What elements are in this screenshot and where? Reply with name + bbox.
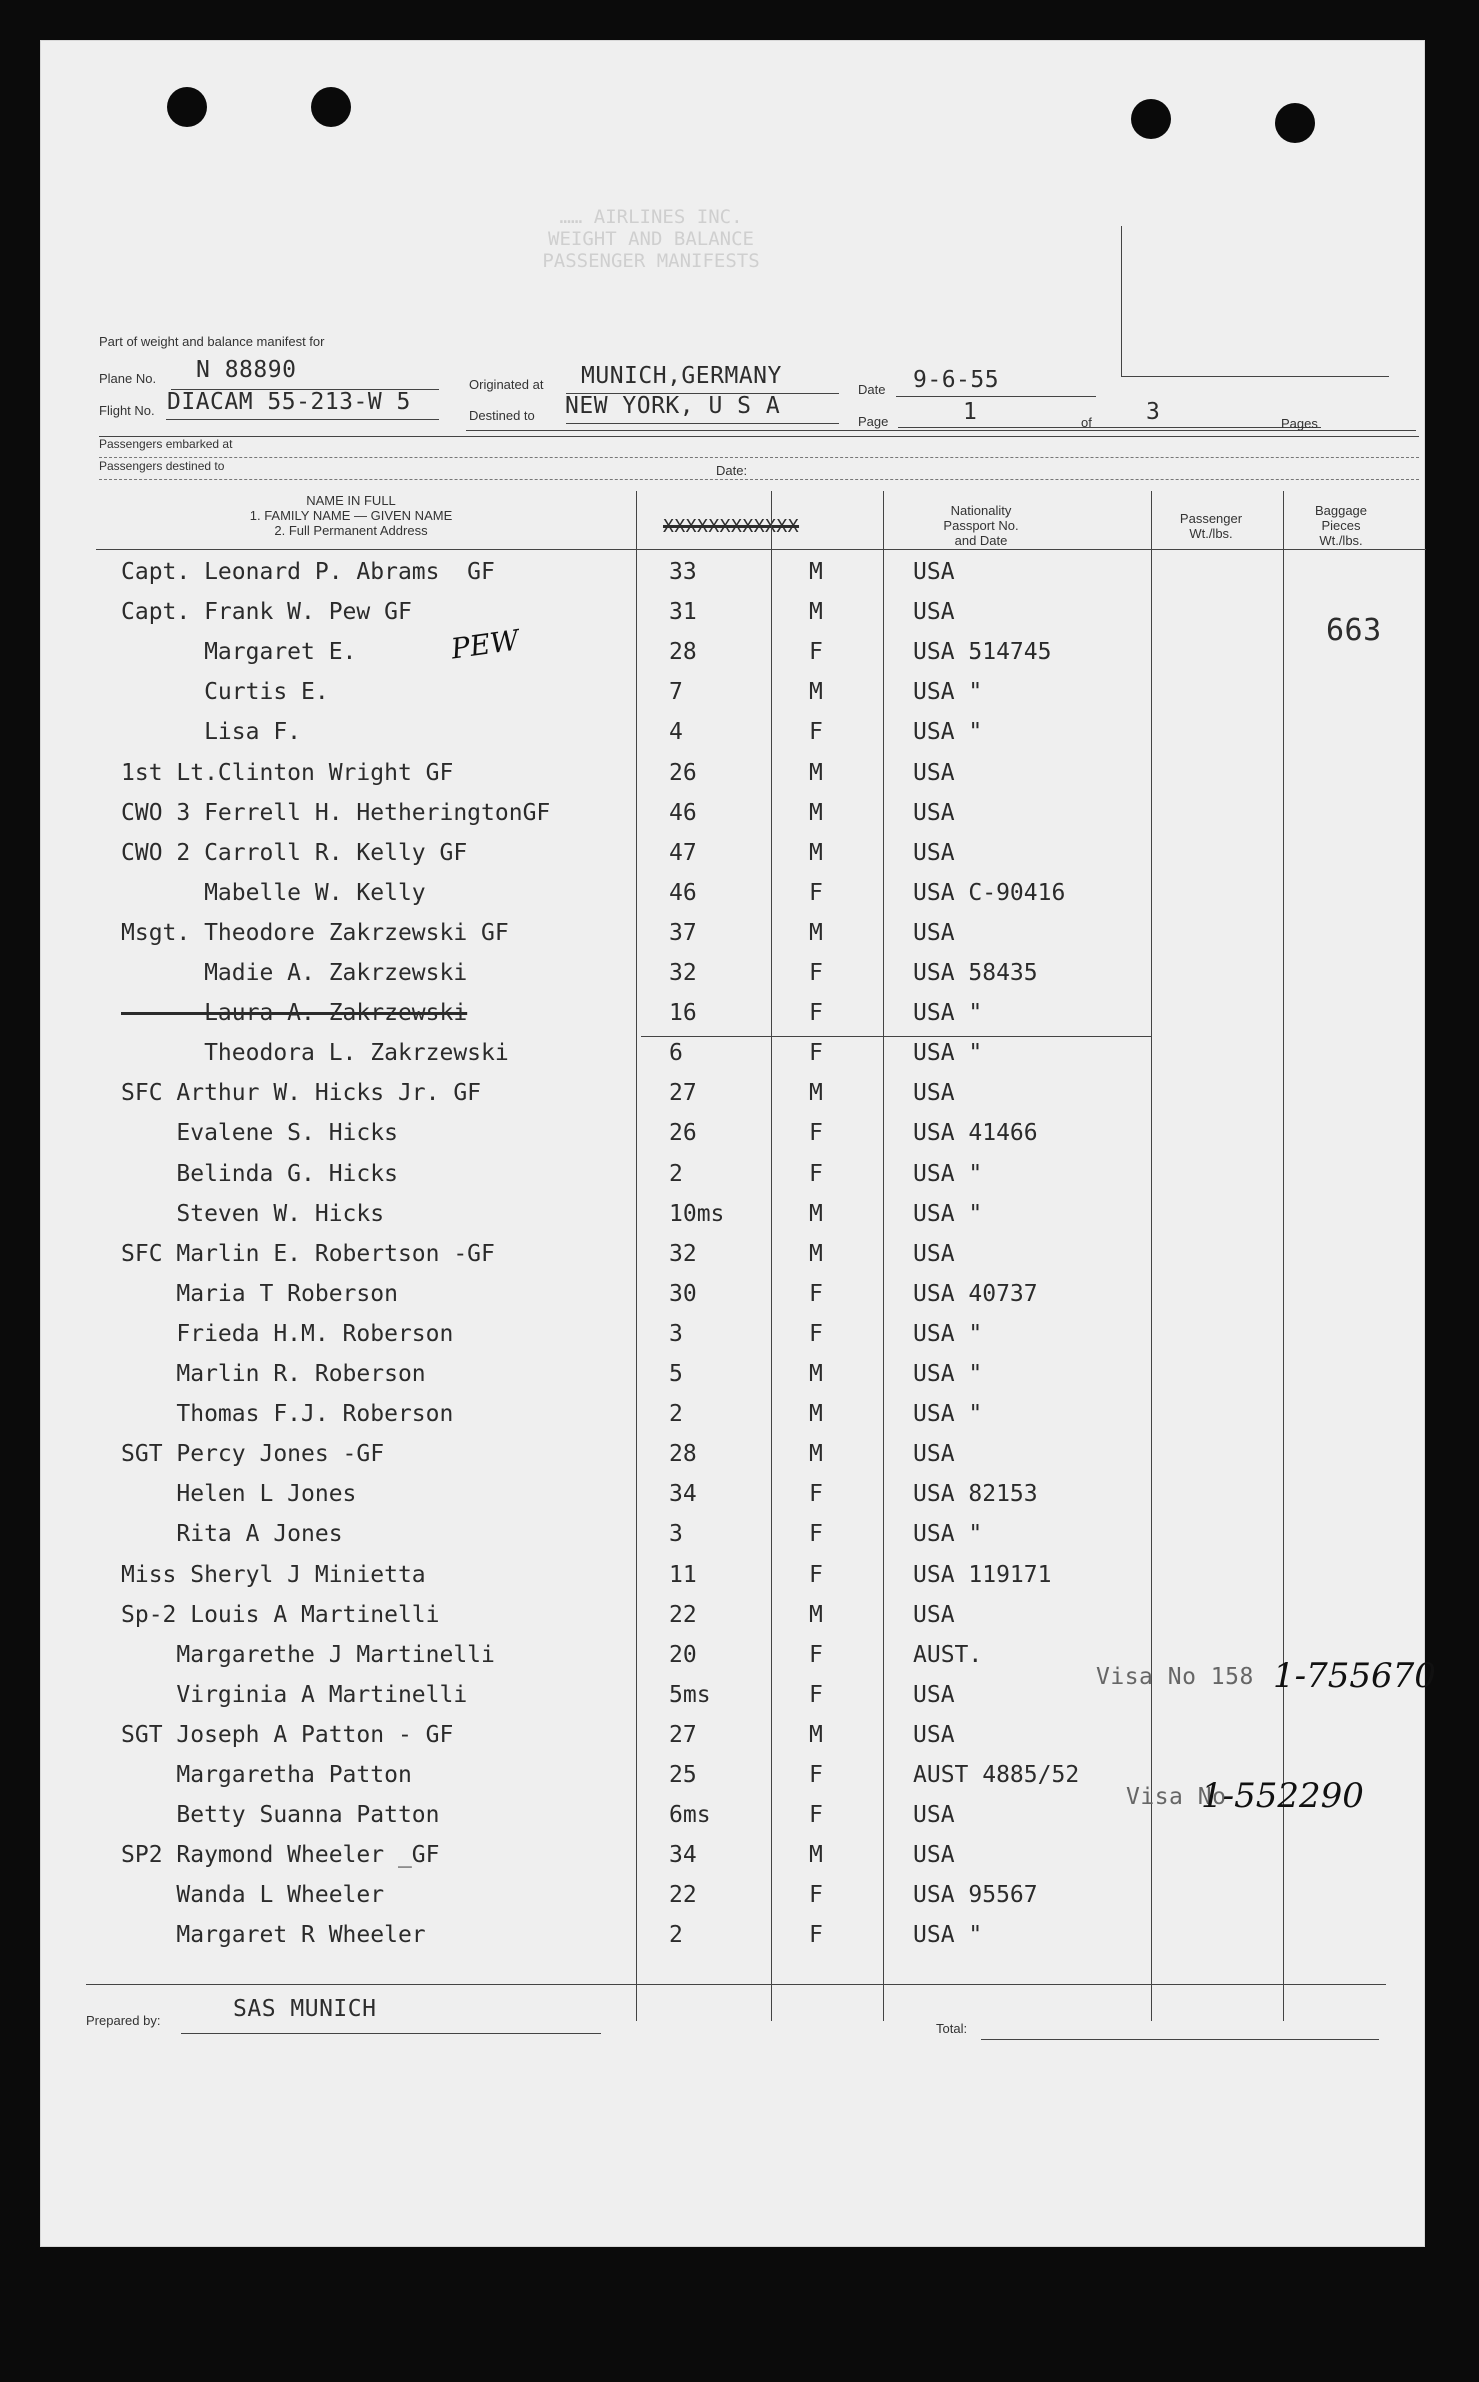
- passenger-nationality: USA: [913, 920, 955, 946]
- punch-hole: [167, 87, 207, 127]
- passenger-age: 22: [669, 1882, 697, 1908]
- passenger-sex: M: [809, 679, 823, 705]
- struck-age-header: XXXXXXXXXXXX: [663, 516, 800, 537]
- page-total: 3: [1146, 399, 1161, 425]
- passenger-sex: M: [809, 1201, 823, 1227]
- passenger-age: 7: [669, 679, 683, 705]
- passenger-name: SGT Percy Jones -GF: [121, 1441, 385, 1467]
- passenger-sex: F: [809, 1682, 823, 1708]
- passenger-age: 32: [669, 960, 697, 986]
- passenger-nationality: USA: [913, 599, 955, 625]
- passenger-nationality: USA ": [913, 1161, 983, 1187]
- passenger-age: 34: [669, 1842, 697, 1868]
- passenger-name: Evalene S. Hicks: [121, 1120, 398, 1146]
- passenger-nationality: USA ": [913, 1922, 983, 1948]
- punch-hole: [311, 87, 351, 127]
- destination: NEW YORK, U S A: [565, 393, 781, 419]
- visa-note-typed-2: Visa No: [1126, 1784, 1227, 1810]
- passenger-age: 46: [669, 880, 697, 906]
- passenger-age: 26: [669, 760, 697, 786]
- passenger-name: Miss Sheryl J Minietta: [121, 1562, 426, 1588]
- visa-note-handwritten-2: 1-552290: [1201, 1776, 1364, 1816]
- passenger-name: Mabelle W. Kelly: [121, 880, 426, 906]
- flight-date: 9-6-55: [913, 367, 1000, 393]
- passenger-age: 33: [669, 559, 697, 585]
- passenger-name: Helen L Jones: [121, 1481, 357, 1507]
- passenger-age: 31: [669, 599, 697, 625]
- handwritten-pew: PEW: [449, 623, 522, 666]
- visa-note-handwritten: 1-755670: [1273, 1656, 1436, 1696]
- passenger-age: 5ms: [669, 1682, 711, 1708]
- passenger-name: Margaretha Patton: [121, 1762, 412, 1788]
- passenger-sex: F: [809, 1040, 823, 1066]
- part-of-label: Part of weight and balance manifest for: [99, 334, 325, 349]
- passenger-sex: M: [809, 1401, 823, 1427]
- passenger-sex: M: [809, 1722, 823, 1748]
- passenger-sex: M: [809, 559, 823, 585]
- passenger-age: 32: [669, 1241, 697, 1267]
- name-column-header: NAME IN FULL 1. FAMILY NAME — GIVEN NAME 2. Full Permanent Address: [249, 493, 453, 538]
- passenger-sex: F: [809, 1000, 823, 1026]
- passenger-nationality: USA: [913, 559, 955, 585]
- passenger-nationality: USA 41466: [913, 1120, 1038, 1146]
- passenger-nationality: USA 58435: [913, 960, 1038, 986]
- passenger-name: Madie A. Zakrzewski: [121, 960, 468, 986]
- passenger-age: 25: [669, 1762, 697, 1788]
- passenger-age: 6: [669, 1040, 683, 1066]
- passenger-nationality: USA: [913, 1241, 955, 1267]
- passenger-name: Margaret R Wheeler: [121, 1922, 426, 1948]
- passenger-sex: M: [809, 1842, 823, 1868]
- passenger-name: Thomas F.J. Roberson: [121, 1401, 454, 1427]
- plane-number: N 88890: [196, 357, 297, 383]
- passenger-name: Msgt. Theodore Zakrzewski GF: [121, 920, 509, 946]
- passenger-age: 11: [669, 1562, 697, 1588]
- passenger-name: Laura A. Zakrzewski: [121, 1000, 468, 1026]
- flight-number: DIACAM 55-213-W 5: [167, 389, 411, 415]
- passenger-age: 20: [669, 1642, 697, 1668]
- passenger-sex: M: [809, 760, 823, 786]
- baggage-column-header: Baggage Pieces Wt./lbs.: [1314, 503, 1368, 548]
- passenger-name: Capt. Leonard P. Abrams GF: [121, 559, 495, 585]
- passenger-nationality: USA: [913, 760, 955, 786]
- passenger-nationality: AUST.: [913, 1642, 983, 1668]
- passenger-nationality: USA: [913, 1802, 955, 1828]
- passenger-age: 6ms: [669, 1802, 711, 1828]
- passenger-age: 28: [669, 639, 697, 665]
- passenger-name: Theodora L. Zakrzewski: [121, 1040, 509, 1066]
- punch-hole: [1131, 99, 1171, 139]
- faded-company-header: …… AIRLINES INC. WEIGHT AND BALANCE PASSENGER MANIFESTS: [542, 206, 760, 272]
- passenger-sex: F: [809, 960, 823, 986]
- passenger-sex: F: [809, 1762, 823, 1788]
- passenger-sex: F: [809, 1922, 823, 1948]
- passenger-nationality: USA: [913, 1842, 955, 1868]
- passenger-name: SFC Marlin E. Robertson -GF: [121, 1241, 495, 1267]
- passenger-name: Sp-2 Louis A Martinelli: [121, 1602, 440, 1628]
- passenger-nationality: USA 82153: [913, 1481, 1038, 1507]
- passenger-sex: F: [809, 1642, 823, 1668]
- passenger-sex: F: [809, 1882, 823, 1908]
- passenger-name: Maria T Roberson: [121, 1281, 398, 1307]
- prepared-by: SAS MUNICH: [233, 1996, 377, 2022]
- passenger-nationality: USA ": [913, 1321, 983, 1347]
- passenger-age: 16: [669, 1000, 697, 1026]
- passenger-nationality: USA C-90416: [913, 880, 1066, 906]
- passenger-nationality: USA: [913, 800, 955, 826]
- total-label: Total:: [936, 2021, 968, 2036]
- passenger-name: CWO 3 Ferrell H. HetheringtonGF: [121, 800, 551, 826]
- passenger-name: Rita A Jones: [121, 1521, 343, 1547]
- passenger-age: 2: [669, 1161, 683, 1187]
- passenger-age: 27: [669, 1722, 697, 1748]
- passenger-sex: M: [809, 1602, 823, 1628]
- nationality-column-header: Nationality Passport No. and Date: [943, 503, 1019, 548]
- passenger-name: Margarethe J Martinelli: [121, 1642, 495, 1668]
- passenger-name: Marlin R. Roberson: [121, 1361, 426, 1387]
- passenger-nationality: USA ": [913, 1361, 983, 1387]
- passenger-age: 4: [669, 719, 683, 745]
- passenger-sex: F: [809, 1120, 823, 1146]
- passenger-sex: M: [809, 840, 823, 866]
- passenger-age: 46: [669, 800, 697, 826]
- passenger-name: SGT Joseph A Patton - GF: [121, 1722, 454, 1748]
- passenger-nationality: USA ": [913, 1201, 983, 1227]
- passenger-name: Belinda G. Hicks: [121, 1161, 398, 1187]
- passenger-sex: F: [809, 1562, 823, 1588]
- passenger-nationality: USA ": [913, 1401, 983, 1427]
- passenger-nationality: USA ": [913, 1040, 983, 1066]
- passenger-nationality: AUST 4885/52: [913, 1762, 1080, 1788]
- passenger-sex: F: [809, 1521, 823, 1547]
- passenger-name: Margaret E.: [121, 639, 357, 665]
- passenger-sex: F: [809, 880, 823, 906]
- passenger-nationality: USA: [913, 1602, 955, 1628]
- passenger-name: SFC Arthur W. Hicks Jr. GF: [121, 1080, 482, 1106]
- passenger-sex: F: [809, 1321, 823, 1347]
- page-number: 1: [963, 399, 978, 425]
- origin: MUNICH,GERMANY: [581, 363, 782, 389]
- passenger-nationality: USA: [913, 1441, 955, 1467]
- passenger-nationality: USA 514745: [913, 639, 1052, 665]
- passenger-nationality: USA: [913, 1682, 955, 1708]
- baggage-weight: 663: [1326, 613, 1382, 648]
- passenger-name: CWO 2 Carroll R. Kelly GF: [121, 840, 468, 866]
- passenger-age: 34: [669, 1481, 697, 1507]
- passenger-age: 28: [669, 1441, 697, 1467]
- passenger-name: Steven W. Hicks: [121, 1201, 385, 1227]
- passenger-nationality: USA ": [913, 1521, 983, 1547]
- passenger-name: Capt. Frank W. Pew GF: [121, 599, 412, 625]
- passenger-nationality: USA ": [913, 719, 983, 745]
- passenger-age: 3: [669, 1521, 683, 1547]
- passenger-sex: F: [809, 1481, 823, 1507]
- passenger-age: 22: [669, 1602, 697, 1628]
- passenger-sex: M: [809, 1080, 823, 1106]
- passenger-sex: M: [809, 1241, 823, 1267]
- passenger-nationality: USA ": [913, 679, 983, 705]
- prepared-by-label: Prepared by:: [86, 2013, 161, 2028]
- passenger-nationality: USA: [913, 1080, 955, 1106]
- passenger-sex: F: [809, 1161, 823, 1187]
- manifest-page: …… AIRLINES INC. WEIGHT AND BALANCE PASSENGER MANIFESTS Part of weight and balance manifest for Plane No. N 88890 Flight No. DIACAM 55-213-W 5 Originated at MUNICH,GERMANY Destined to NEW YORK, U S A Date 9-6-55 Page 1 of 3 Pages Passengers embarked at Passengers destined to Date: NAME IN FULL 1. FAMILY NAME — GIVEN NAME 2. Full Permanent Address XXXXXXXXXXXX Nationality Passport No. and Date Passenger Wt./lbs. Baggage Pieces Wt./lbs. 663 Capt. Leonard P. Abrams GF 33 M USA Capt. Frank W. Pew GF 31 M USA Margaret E. 28 F USA 514745 Curtis E. 7 M USA " Lisa F. 4 F USA " 1st Lt.Clinton Wright GF 26 M USA CWO 3 Ferrell H. HetheringtonGF 46 M USA CWO 2 Carroll R. Kelly GF 47 M USA Mabelle W. Kelly 46 F USA C-90416 Msgt. Theodore Zakrzewski GF 37 M USA Madie A. Zakrzewski 32 F USA 58435 Laura A. Zakrzewski 16 F USA " Theodora L. Zakrzewski 6 F USA " SFC Arthur W. Hicks Jr. GF 27 M USA Evalene S. Hicks 26 F USA 41466 Belinda G. Hicks 2 F USA " Steven W. Hicks 10ms M USA " SFC Marlin E. Robertson -GF 32 M USA Maria T Roberson 30 F USA 40737 Frieda H.M. Roberson 3 F USA " Marlin R. Roberson 5 M USA " Thomas F.J. Roberson 2 M USA " SGT Percy Jones -GF 28 M USA Helen L Jones 34 F USA 82153 Rita A Jones 3 F USA " Miss Sheryl J Minietta 11 F USA 119171 Sp-2 Louis A Martinelli 22 M USA Margarethe J Martinelli 20 F AUST. Virginia A Martinelli 5ms F USA SGT Joseph A Patton - GF 27 M USA Margaretha Patton 25 F AUST 4885/52 Betty Suanna Patton 6ms F USA SP2 Raymond Wheeler _GF 34 M USA Wanda L Wheeler 22 F USA 95567 Margaret R Wheeler 2 F USA " PEW Visa No 158 1-755670 Visa No 1-552290 Prepared by: SAS MUNICH Total:: [40, 40, 1425, 2247]
- passenger-age: 37: [669, 920, 697, 946]
- passenger-nationality: USA 95567: [913, 1882, 1038, 1908]
- passenger-age: 27: [669, 1080, 697, 1106]
- passenger-nationality: USA: [913, 1722, 955, 1748]
- passenger-name: Lisa F.: [121, 719, 302, 745]
- passenger-sex: F: [809, 1802, 823, 1828]
- passenger-sex: M: [809, 920, 823, 946]
- passenger-age: 47: [669, 840, 697, 866]
- passenger-age: 10ms: [669, 1201, 725, 1227]
- passenger-sex: F: [809, 719, 823, 745]
- passenger-nationality: USA ": [913, 1000, 983, 1026]
- passenger-name: Betty Suanna Patton: [121, 1802, 440, 1828]
- passenger-nationality: USA: [913, 840, 955, 866]
- passenger-age: 26: [669, 1120, 697, 1146]
- passenger-age: 2: [669, 1922, 683, 1948]
- passenger-name: Virginia A Martinelli: [121, 1682, 468, 1708]
- passenger-name: 1st Lt.Clinton Wright GF: [121, 760, 454, 786]
- passenger-name: Curtis E.: [121, 679, 329, 705]
- passenger-nationality: USA 119171: [913, 1562, 1052, 1588]
- passenger-weight-header: Passenger Wt./lbs.: [1179, 511, 1243, 541]
- passenger-age: 3: [669, 1321, 683, 1347]
- visa-note-typed: Visa No 158: [1096, 1664, 1254, 1690]
- punch-hole: [1275, 103, 1315, 143]
- passenger-sex: M: [809, 1361, 823, 1387]
- passenger-sex: M: [809, 1441, 823, 1467]
- passenger-sex: F: [809, 639, 823, 665]
- passenger-name: Frieda H.M. Roberson: [121, 1321, 454, 1347]
- passenger-age: 5: [669, 1361, 683, 1387]
- passenger-name: Wanda L Wheeler: [121, 1882, 385, 1908]
- passenger-sex: F: [809, 1281, 823, 1307]
- passenger-sex: M: [809, 800, 823, 826]
- passenger-name: SP2 Raymond Wheeler _GF: [121, 1842, 440, 1868]
- passenger-age: 30: [669, 1281, 697, 1307]
- passenger-age: 2: [669, 1401, 683, 1427]
- passenger-sex: M: [809, 599, 823, 625]
- passenger-nationality: USA 40737: [913, 1281, 1038, 1307]
